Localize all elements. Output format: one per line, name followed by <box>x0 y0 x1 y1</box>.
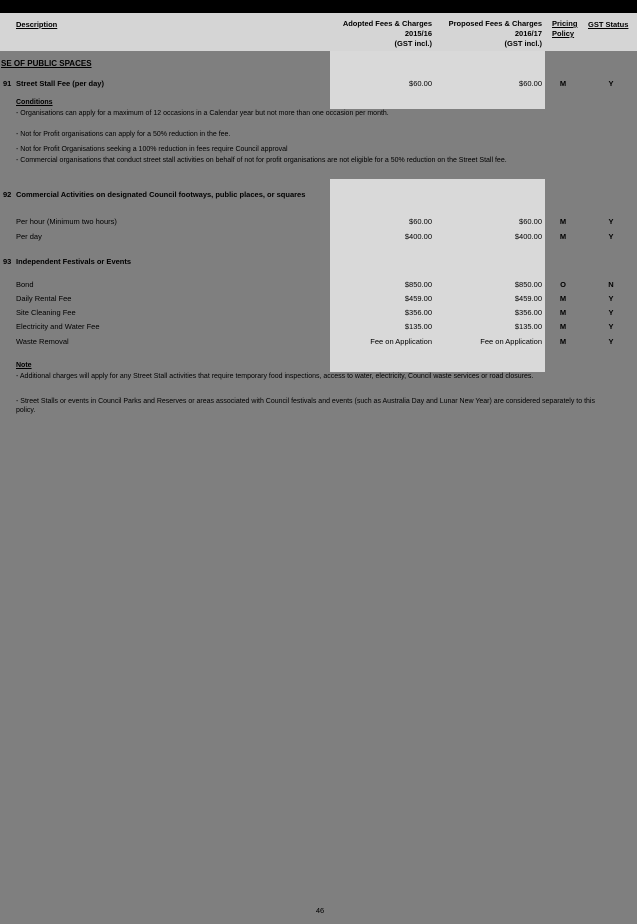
gst-status-value: N <box>608 280 614 289</box>
gst-status-value: Y <box>608 79 614 88</box>
column-header-description: Description <box>16 20 58 29</box>
fee-row-waste-removal <box>0 337 637 348</box>
section-heading: Independent Festivals or Events <box>16 257 132 266</box>
conditions-title: Conditions <box>16 99 53 106</box>
gst-status-value: Y <box>608 322 614 331</box>
fee-row-street-stall <box>0 79 637 90</box>
fee-row-per-day <box>0 232 637 243</box>
pricing-policy-value: M <box>559 308 567 317</box>
proposed-fee-value: $135.00 <box>514 322 542 331</box>
page-number: 46 <box>315 906 325 915</box>
gst-status-value: Y <box>608 308 614 317</box>
item-number: 91 <box>3 79 12 88</box>
proposed-fee-value: $356.00 <box>514 308 542 317</box>
pricing-policy-value: O <box>560 280 566 289</box>
proposed-fee-value: $459.00 <box>514 294 542 303</box>
pricing-policy-value: M <box>559 337 567 346</box>
fee-row-per-hour <box>0 217 637 228</box>
condition-line: - Not for Profit organisations can apply for a 50% reduction in the fee. <box>16 131 231 138</box>
adopted-fee-value: $60.00 <box>409 79 432 88</box>
proposed-header-line3: (GST incl.) <box>504 39 542 48</box>
condition-line: - Organisations can apply for a maximum of 12 occasions in a Calendar year but not more than one occasion per month. <box>16 110 389 117</box>
note-title: Note <box>16 362 32 369</box>
item-number: 93 <box>3 257 12 266</box>
adopted-header-line2: 2015/16 <box>404 29 432 38</box>
adopted-header-line1: Adopted Fees & Charges <box>342 19 432 28</box>
proposed-fee-value: $850.00 <box>514 280 542 289</box>
note-line: - Street Stalls or events in Council Parks and Reserves or areas associated with Council festivals and events (such as Australia Day and Lunar New Year) are considered separately to this policy. <box>16 398 595 414</box>
proposed-fee-value: $400.00 <box>514 232 542 241</box>
adopted-fee-value: $459.00 <box>404 294 432 303</box>
proposed-fee-value: Fee on Application <box>480 337 542 346</box>
adopted-fee-value: $400.00 <box>404 232 432 241</box>
pricing-policy-value: M <box>559 232 567 241</box>
condition-line: - Commercial organisations that conduct street stall activities on behalf of not for profit organisations are not eligible for a 50% reduction on the Street Stall fee. <box>16 157 507 164</box>
section-heading: Commercial Activities on designated Council footways, public places, or squares <box>16 190 306 199</box>
pricing-policy-value: M <box>559 79 567 88</box>
gst-status-value: Y <box>608 217 614 226</box>
fee-row-daily-rental <box>0 294 637 305</box>
item-number: 92 <box>3 190 12 199</box>
gst-status-value: Y <box>608 294 614 303</box>
table-header-band <box>0 13 637 51</box>
adopted-fee-value: $850.00 <box>404 280 432 289</box>
pricing-header-line1: Pricing <box>552 19 578 28</box>
fee-label: Bond <box>16 280 34 289</box>
adopted-header-line3: (GST incl.) <box>394 39 432 48</box>
top-black-bar <box>0 0 637 13</box>
proposed-header-line1: Proposed Fees & Charges <box>448 19 542 28</box>
section-heading-row-commercial-activities <box>0 190 637 201</box>
fee-row-electricity-water <box>0 322 637 333</box>
gst-status-value: Y <box>608 337 614 346</box>
fee-label: Street Stall Fee (per day) <box>16 79 104 88</box>
section-heading-row-independent-festivals <box>0 257 637 268</box>
pricing-policy-value: M <box>559 294 567 303</box>
condition-line: - Not for Profit Organisations seeking a 100% reduction in fees require Council approval <box>16 146 288 153</box>
fee-row-site-cleaning <box>0 308 637 319</box>
adopted-fee-value: $60.00 <box>409 217 432 226</box>
fee-label: Daily Rental Fee <box>16 294 72 303</box>
fee-label: Per hour (Minimum two hours) <box>16 217 117 226</box>
proposed-fee-value: $60.00 <box>519 79 542 88</box>
adopted-fee-value: $356.00 <box>404 308 432 317</box>
pricing-header-line2: Policy <box>552 29 575 38</box>
fee-label: Per day <box>16 232 42 241</box>
fee-label: Electricity and Water Fee <box>16 322 100 331</box>
column-header-gst-status: GST Status <box>588 20 629 29</box>
column-header-pricing-policy <box>552 19 577 39</box>
gst-status-value: Y <box>608 232 614 241</box>
fee-row-bond <box>0 280 637 291</box>
proposed-fee-value: $60.00 <box>519 217 542 226</box>
fee-label: Waste Removal <box>16 337 69 346</box>
adopted-fee-value: Fee on Application <box>370 337 432 346</box>
adopted-fee-value: $135.00 <box>404 322 432 331</box>
pricing-policy-value: M <box>559 217 567 226</box>
proposed-header-line2: 2016/17 <box>514 29 542 38</box>
note-line: - Additional charges will apply for any Street Stall activities that require temporary food inspections, access to water, electricity, Council waste services or road closures. <box>16 373 534 380</box>
pricing-policy-value: M <box>559 322 567 331</box>
section-title-use-of-public-spaces: SE OF PUBLIC SPACES <box>1 59 92 68</box>
fee-label: Site Cleaning Fee <box>16 308 76 317</box>
column-header-proposed-fees <box>400 19 542 49</box>
